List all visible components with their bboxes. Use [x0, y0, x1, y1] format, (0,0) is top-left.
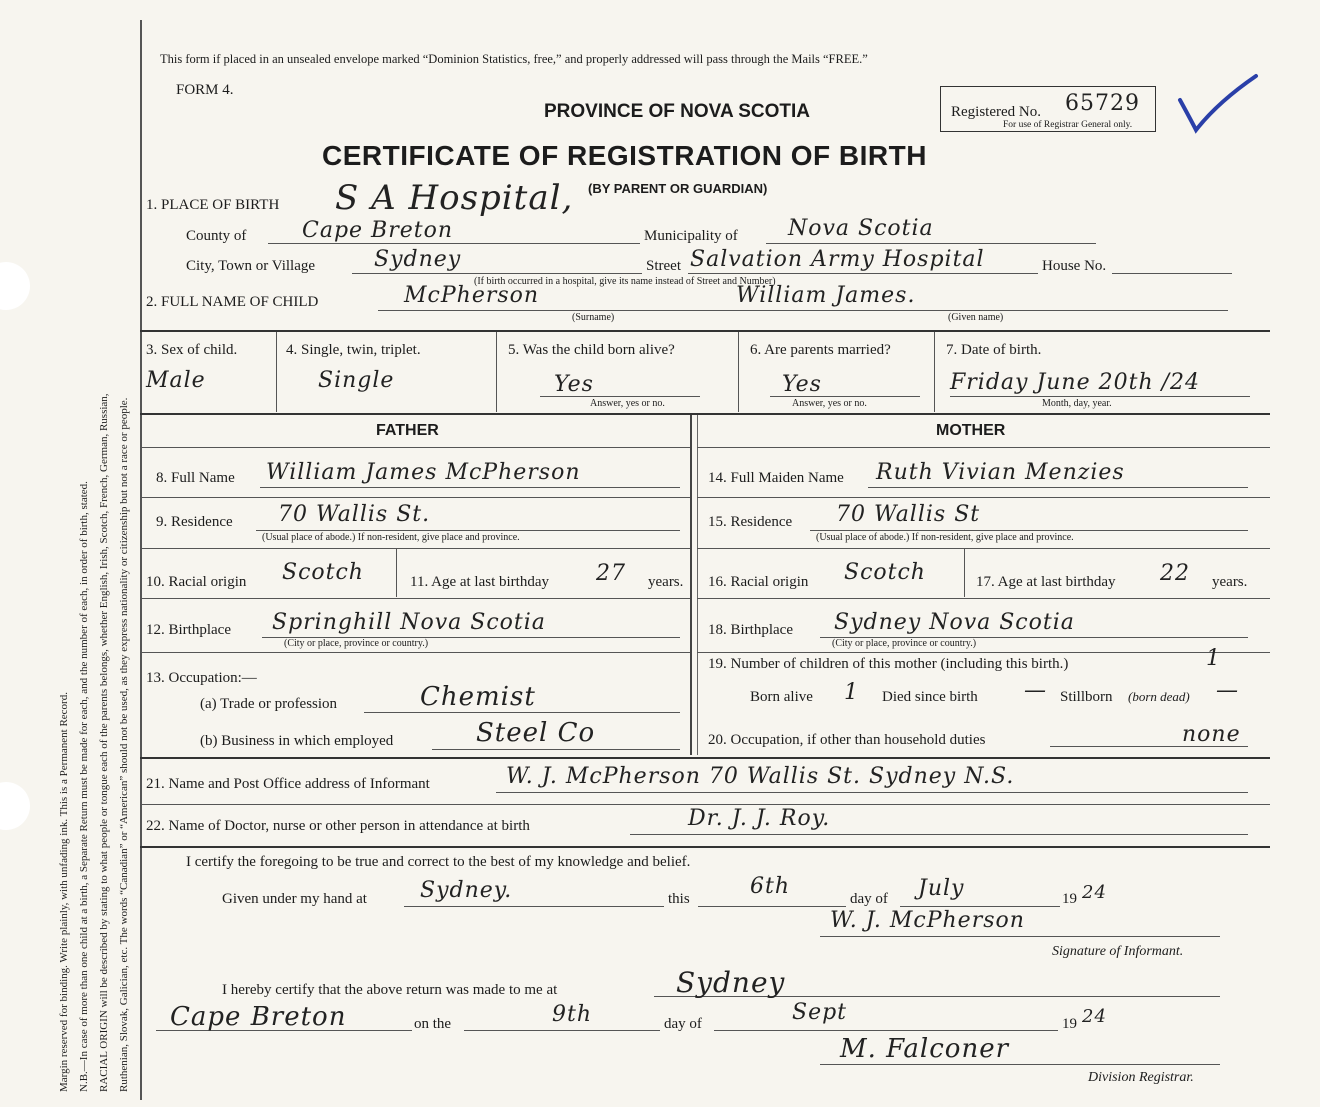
mother-occupation-label: 20. Occupation, if other than household duties [708, 732, 986, 748]
informant-line [496, 792, 1248, 793]
father-race-label: 10. Racial origin [146, 574, 247, 590]
surname-caption: (Surname) [572, 312, 615, 323]
street-value: Salvation Army Hospital [690, 247, 985, 272]
row-rule [140, 497, 690, 498]
col-divider [276, 332, 277, 412]
business-line [432, 749, 680, 750]
informant-signature-line [820, 936, 1220, 937]
registrar-month-value: Sept [792, 1000, 848, 1025]
section-rule [140, 330, 1270, 332]
registered-label: Registered No. [951, 104, 1041, 120]
father-heading: FATHER [376, 422, 439, 439]
father-name-value: William James McPherson [266, 460, 581, 485]
postal-note: This form if placed in an unsealed envelope marked “Dominion Statistics, free,” and properly addressed will pass through the Mails “FREE.” [160, 52, 868, 66]
mother-birthplace-note: (City or place, province or country.) [832, 638, 977, 649]
punch-hole [0, 262, 30, 310]
born-alive-count-value: 1 [844, 680, 859, 705]
informant-signature-caption: Signature of Informant. [1052, 944, 1184, 959]
given-name-caption: (Given name) [948, 312, 1004, 323]
certify-statement: I certify the foregoing to be true and correct to the best of my knowledge and belief. [186, 854, 691, 870]
row-rule [140, 598, 690, 599]
trade-line [364, 712, 680, 713]
section-rule [140, 846, 1270, 848]
margin-note-1: Margin reserved for binding. Write plainly, with unfading ink. This is a Permanent Record. [58, 692, 70, 1092]
child-name-line [378, 310, 1228, 311]
father-abode-note: (Usual place of abode.) If non-resident, give place and province. [262, 532, 520, 543]
business-value: Steel Co [476, 718, 596, 748]
mother-birthplace-label: 18. Birthplace [708, 622, 793, 638]
registered-box [940, 86, 1156, 132]
mother-age-label: 17. Age at last birthday [976, 574, 1116, 590]
informant-signature: W. J. McPherson [830, 908, 1025, 933]
mother-occupation-value: none [1182, 722, 1241, 747]
row-rule [140, 548, 690, 549]
cert-day-value: 6th [750, 874, 791, 899]
born-alive-value: Yes [554, 372, 594, 397]
registrar-county-value: Cape Breton [170, 1002, 347, 1032]
place-of-birth-value: S A Hospital, [335, 178, 574, 218]
given-place-line [404, 906, 664, 907]
mother-heading: MOTHER [936, 422, 1006, 439]
children-count-value: 1 [1206, 646, 1221, 671]
county-value: Cape Breton [302, 218, 454, 243]
parents-married-label: 6. Are parents married? [750, 342, 891, 358]
house-number-label: House No. [1042, 258, 1107, 274]
children-count-label: 19. Number of children of this mother (including this birth.) [708, 656, 1069, 672]
registrar-signature: M. Falconer [840, 1034, 1010, 1064]
registered-number: 65729 [1065, 91, 1140, 116]
registrar-statement: I hereby certify that the above return was made to me at [222, 982, 558, 998]
col-divider [934, 332, 935, 412]
parents-divider [697, 415, 698, 755]
city-label: City, Town or Village [186, 258, 316, 274]
parents-divider [690, 415, 692, 755]
father-name-label: 8. Full Name [156, 470, 235, 486]
child-given-name: William James. [736, 283, 916, 308]
cell-divider [964, 549, 965, 597]
died-value: — [1024, 678, 1047, 703]
province-heading: PROVINCE OF NOVA SCOTIA [544, 101, 811, 122]
registrar-note: For use of Registrar General only. [1003, 120, 1133, 130]
certificate-subtitle: (BY PARENT OR GUARDIAN) [588, 181, 768, 196]
margin-note-3: RACIAL ORIGIN will be described by stating to what people or tongue each of the parents belongs, whether English, Irish, Scotch, French, German, Russian, [98, 393, 110, 1092]
child-name-label: 2. FULL NAME OF CHILD [146, 294, 319, 310]
mother-abode-note: (Usual place of abode.) If non-resident, give place and province. [816, 532, 1074, 543]
mother-residence-value: 70 Wallis St [836, 502, 981, 527]
registrar-place-value: Sydney [676, 966, 786, 999]
mother-residence-label: 15. Residence [708, 514, 793, 530]
doctor-label: 22. Name of Doctor, nurse or other person in attendance at birth [146, 818, 530, 834]
father-occupation-label: 13. Occupation:— [146, 670, 257, 686]
margin-rule [140, 20, 142, 1100]
cert-year-prefix: 19 [1062, 891, 1077, 907]
business-label: (b) Business in which employed [200, 733, 394, 749]
died-label: Died since birth [882, 689, 978, 705]
municipality-line [766, 243, 1096, 244]
checkmark-icon [1176, 72, 1260, 136]
trade-value: Chemist [420, 682, 536, 712]
father-name-line [260, 487, 680, 488]
municipality-label: Municipality of [644, 228, 738, 244]
cert-month-value: July [918, 876, 965, 901]
father-residence-line [256, 530, 680, 531]
municipality-value: Nova Scotia [788, 216, 934, 241]
born-alive-label: 5. Was the child born alive? [508, 342, 675, 358]
date-of-birth-label: 7. Date of birth. [946, 342, 1042, 358]
mother-residence-line [810, 530, 1248, 531]
registrar-signature-line [820, 1064, 1220, 1065]
father-age-value: 27 [596, 561, 626, 586]
born-alive-count-label: Born alive [750, 689, 813, 705]
margin-note-2: N.B.—In case of more than one child at a birth, a Separate Return must be made for each, and the number of each, in order of birth, stated. [78, 481, 90, 1092]
col-divider [496, 332, 497, 412]
registrar-month-line [714, 1030, 1058, 1031]
registrar-day-label: day of [664, 1016, 702, 1032]
father-birthplace-note: (City or place, province or country.) [284, 638, 429, 649]
row-rule [697, 652, 1270, 653]
section-rule [140, 757, 1270, 759]
col-divider [738, 332, 739, 412]
mother-name-label: 14. Full Maiden Name [708, 470, 844, 486]
margin-instructions [0, 0, 140, 1107]
registrar-year-value: 24 [1082, 1006, 1107, 1027]
plurality-label: 4. Single, twin, triplet. [286, 342, 421, 358]
stillborn-note: (born dead) [1128, 689, 1190, 704]
form-number: FORM 4. [176, 82, 234, 98]
sex-value: Male [146, 368, 206, 393]
sex-label: 3. Sex of child. [146, 342, 238, 358]
father-years-label: years. [648, 574, 684, 590]
row-rule [140, 447, 690, 448]
father-age-label: 11. Age at last birthday [410, 574, 549, 590]
row-rule [697, 548, 1270, 549]
father-birthplace-value: Springhill Nova Scotia [272, 610, 546, 635]
cell-divider [396, 549, 397, 597]
plurality-value: Single [318, 368, 395, 393]
father-residence-label: 9. Residence [156, 514, 233, 530]
father-birthplace-label: 12. Birthplace [146, 622, 231, 638]
day-line [698, 906, 846, 907]
row-rule [697, 598, 1270, 599]
city-value: Sydney [374, 247, 462, 272]
father-residence-value: 70 Wallis St. [278, 502, 431, 527]
certificate-title: CERTIFICATE OF REGISTRATION OF BIRTH [322, 140, 927, 171]
mother-name-line [868, 487, 1248, 488]
registrar-signature-caption: Division Registrar. [1088, 1070, 1194, 1085]
stillborn-label: Stillborn [1060, 689, 1113, 705]
mother-birthplace-value: Sydney Nova Scotia [834, 610, 1075, 635]
street-label: Street [646, 258, 681, 274]
date-of-birth-value: Friday June 20th /24 [950, 370, 1201, 395]
stillborn-value: — [1216, 678, 1239, 703]
informant-value: W. J. McPherson 70 Wallis St. Sydney N.S. [506, 764, 1015, 789]
street-line [688, 273, 1038, 274]
mother-name-value: Ruth Vivian Menzies [876, 460, 1125, 485]
parents-married-value: Yes [782, 372, 822, 397]
section-rule [140, 413, 1270, 415]
punch-hole [0, 782, 30, 830]
given-place-value: Sydney. [420, 878, 513, 903]
mother-race-value: Scotch [844, 560, 926, 585]
date-line [950, 396, 1250, 397]
child-surname: McPherson [404, 283, 540, 308]
place-of-birth-label: 1. PLACE OF BIRTH [146, 197, 280, 213]
registrar-day-value: 9th [552, 1002, 593, 1027]
doctor-line [630, 834, 1248, 835]
father-race-value: Scotch [282, 560, 364, 585]
hospital-note: (If birth occurred in a hospital, give its name instead of Street and Number) [474, 276, 776, 287]
county-label: County of [186, 228, 247, 244]
row-rule [140, 652, 690, 653]
county-line [268, 243, 640, 244]
cert-day-label: day of [850, 891, 888, 907]
given-under-label: Given under my hand at [222, 891, 367, 907]
city-line [352, 273, 642, 274]
house-line [1112, 273, 1232, 274]
mother-age-value: 22 [1160, 561, 1190, 586]
trade-label: (a) Trade or profession [200, 696, 338, 712]
registrar-day-line [464, 1030, 660, 1031]
doctor-value: Dr. J. J. Roy. [688, 806, 831, 831]
married-hint: Answer, yes or no. [792, 398, 867, 409]
cert-year-value: 24 [1082, 882, 1107, 903]
margin-note-4: Ruthenian, Slovak, Galician, etc. The words “Canadian” or “American” should not be used, as they express nationality or citizenship but not a race or people. [118, 397, 130, 1092]
this-label: this [668, 891, 690, 907]
mother-years-label: years. [1212, 574, 1248, 590]
row-rule [697, 447, 1270, 448]
row-rule [140, 804, 1270, 805]
informant-label: 21. Name and Post Office address of Informant [146, 776, 430, 792]
mother-race-label: 16. Racial origin [708, 574, 809, 590]
date-hint: Month, day, year. [1042, 398, 1112, 409]
alive-hint: Answer, yes or no. [590, 398, 665, 409]
month-line [900, 906, 1060, 907]
row-rule [697, 497, 1270, 498]
registrar-year-prefix: 19 [1062, 1016, 1077, 1032]
on-the-label: on the [414, 1016, 452, 1032]
